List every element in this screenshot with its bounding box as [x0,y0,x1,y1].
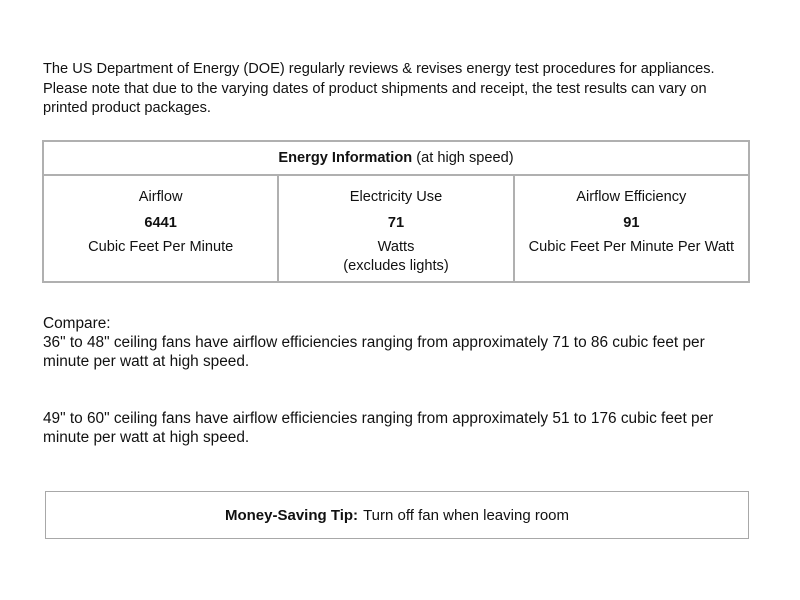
energy-table-subtitle: (at high speed) [416,150,514,166]
intro-line: The US Department of Energy (DOE) regularly reviews & revises energy test procedures for appliances. [43,61,715,77]
electricity-use-value: 71 [387,215,405,231]
energy-information-table [42,140,750,283]
airflow-efficiency-cell [513,176,748,281]
airflow-unit: Cubic Feet Per Minute [88,239,234,255]
electricity-use-label: Electricity Use [349,189,443,205]
electricity-use-cell [277,176,512,281]
intro-line: printed product packages. [43,100,211,116]
compare-section-2 [43,409,763,447]
energy-table-header [44,142,748,176]
compare-range-line: minute per watt at high speed. [43,429,250,446]
compare-range-line: 36" to 48" ceiling fans have airflow efficiencies ranging from approximately 71 to 86 cubic feet per [43,334,705,351]
airflow-efficiency-label: Airflow Efficiency [576,189,687,205]
compare-section [43,314,763,371]
tip-text: Turn off fan when leaving room [363,506,570,524]
airflow-value: 6441 [144,215,177,231]
compare-heading: Compare: [43,315,111,332]
tip-label: Money-Saving Tip: [224,506,359,524]
electricity-use-note: (excludes lights) [343,258,449,274]
intro-line: Please note that due to the varying dates of product shipments and receipt, the test results can vary on [43,80,707,97]
airflow-efficiency-unit: Cubic Feet Per Minute Per Watt [528,239,735,255]
electricity-use-unit: Watts [377,239,415,255]
compare-range-line: minute per watt at high speed. [43,353,250,370]
energy-table-title: Energy Information [278,150,413,166]
compare-range-line: 49" to 60" ceiling fans have airflow efficiencies ranging from approximately 51 to 176 cubic feet per [43,410,714,427]
energy-table-row [44,176,748,281]
airflow-efficiency-value: 91 [623,215,640,231]
airflow-cell [44,176,277,281]
airflow-label: Airflow [138,189,183,205]
intro-paragraph [43,60,763,119]
money-saving-tip-box [45,491,749,539]
